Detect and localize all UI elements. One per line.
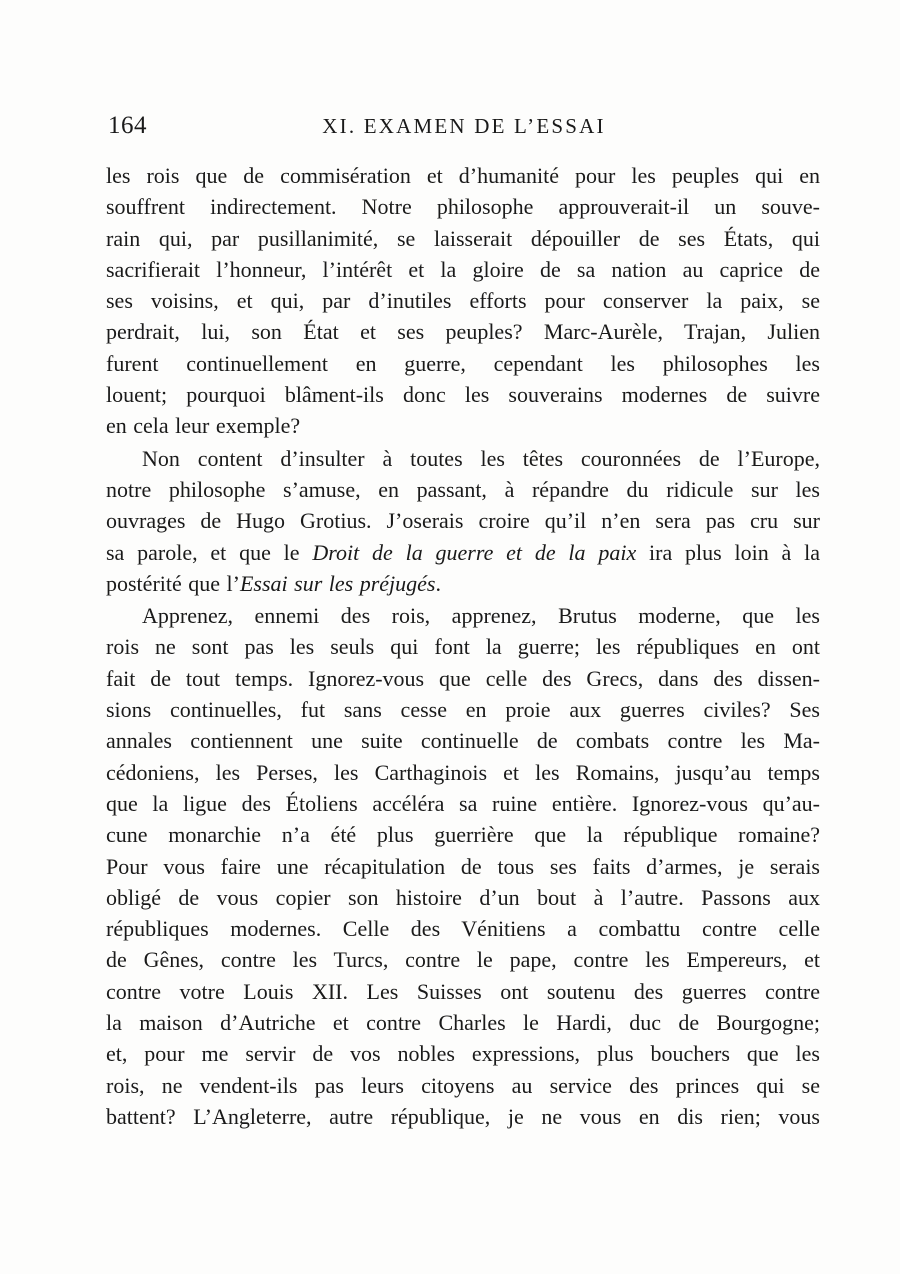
page-header (108, 112, 820, 146)
text-line: battent? L’Angleterre, autre république, je ne vous en dis rien; vous (106, 1103, 820, 1129)
text-line: de Gênes, contre les Turcs, contre le pape, contre les Empereurs, et (106, 947, 820, 973)
paragraph-3 (106, 600, 820, 1132)
text-segment: sa parole, et que le (106, 539, 313, 565)
text-segment: . (435, 570, 441, 596)
text-line: furent continuellement en guerre, cependant les philosophes les (106, 350, 820, 376)
text-line: les rois que de commisération et d’humanité pour les peuples qui en (106, 163, 820, 188)
text-line: obligé de vous copier son histoire d’un bout à l’autre. Passons aux (106, 884, 820, 910)
text-segment: ira plus loin à la (636, 539, 821, 565)
text-line: annales contiennent une suite continuelle de combats contre les Ma- (106, 728, 820, 754)
text-line (106, 537, 820, 568)
text-line: cune monarchie n’a été plus guerrière que la république romaine? (106, 822, 820, 848)
text-line: louent; pourquoi blâment-ils donc les souverains modernes de suivre (106, 382, 820, 408)
text-line: rain qui, par pusillanimité, se laisserait dépouiller de ses États, qui (106, 225, 820, 251)
book-title-italic: Essai sur les préjugés (239, 570, 436, 596)
text-line: Pour vous faire une récapitulation de tous ses faits d’armes, je serais (106, 853, 820, 879)
body-text (106, 160, 820, 1132)
text-line: Non content d’insulter à toutes les têtes couronnées de l’Europe, (142, 445, 820, 471)
text-line: et, pour me servir de vos nobles expressions, plus bouchers que les (106, 1041, 820, 1067)
text-segment: postérité que l’ (106, 570, 240, 596)
text-line: que la ligue des Étoliens accéléra sa ruine entière. Ignorez-vous qu’au- (106, 790, 820, 816)
text-line (106, 568, 820, 599)
page-number: 164 (108, 112, 147, 139)
text-line: ses voisins, et qui, par d’inutiles efforts pour conserver la paix, se (106, 288, 820, 314)
text-line: en cela leur exemple? (106, 413, 301, 439)
paragraph-2 (106, 443, 820, 599)
book-title-italic: Droit de la guerre et de la paix (312, 539, 637, 565)
running-title: XI. EXAMEN DE L’ESSAI (322, 114, 606, 138)
paragraph-1 (106, 160, 820, 442)
text-line: sacrifierait l’honneur, l’intérêt et la gloire de sa nation au caprice de (106, 256, 820, 282)
text-line: notre philosophe s’amuse, en passant, à répandre du ridicule sur les (106, 476, 820, 502)
text-line: contre votre Louis XII. Les Suisses ont soutenu des guerres contre (106, 978, 820, 1004)
text-line: fait de tout temps. Ignorez-vous que celle des Grecs, dans des dissen- (106, 665, 820, 691)
text-line: rois, ne vendent-ils pas leurs citoyens au service des princes qui se (106, 1072, 820, 1098)
text-line: perdrait, lui, son État et ses peuples? Marc-Aurèle, Trajan, Julien (106, 319, 820, 345)
text-line: rois ne sont pas les seuls qui font la guerre; les républiques en ont (106, 634, 820, 660)
text-line: républiques modernes. Celle des Vénitiens a combattu contre celle (106, 916, 820, 942)
text-line: la maison d’Autriche et contre Charles le Hardi, duc de Bourgogne; (106, 1010, 820, 1036)
text-line: souffrent indirectement. Notre philosophe approuverait-il un souve- (106, 194, 820, 220)
text-line: cédoniens, les Perses, les Carthaginois et les Romains, jusqu’au temps (106, 759, 820, 785)
text-line: Apprenez, ennemi des rois, apprenez, Brutus moderne, que les (142, 603, 820, 629)
text-line: ouvrages de Hugo Grotius. J’oserais croire qu’il n’en sera pas cru sur (106, 508, 820, 534)
text-line: sions continuelles, fut sans cesse en proie aux guerres civiles? Ses (106, 697, 820, 723)
